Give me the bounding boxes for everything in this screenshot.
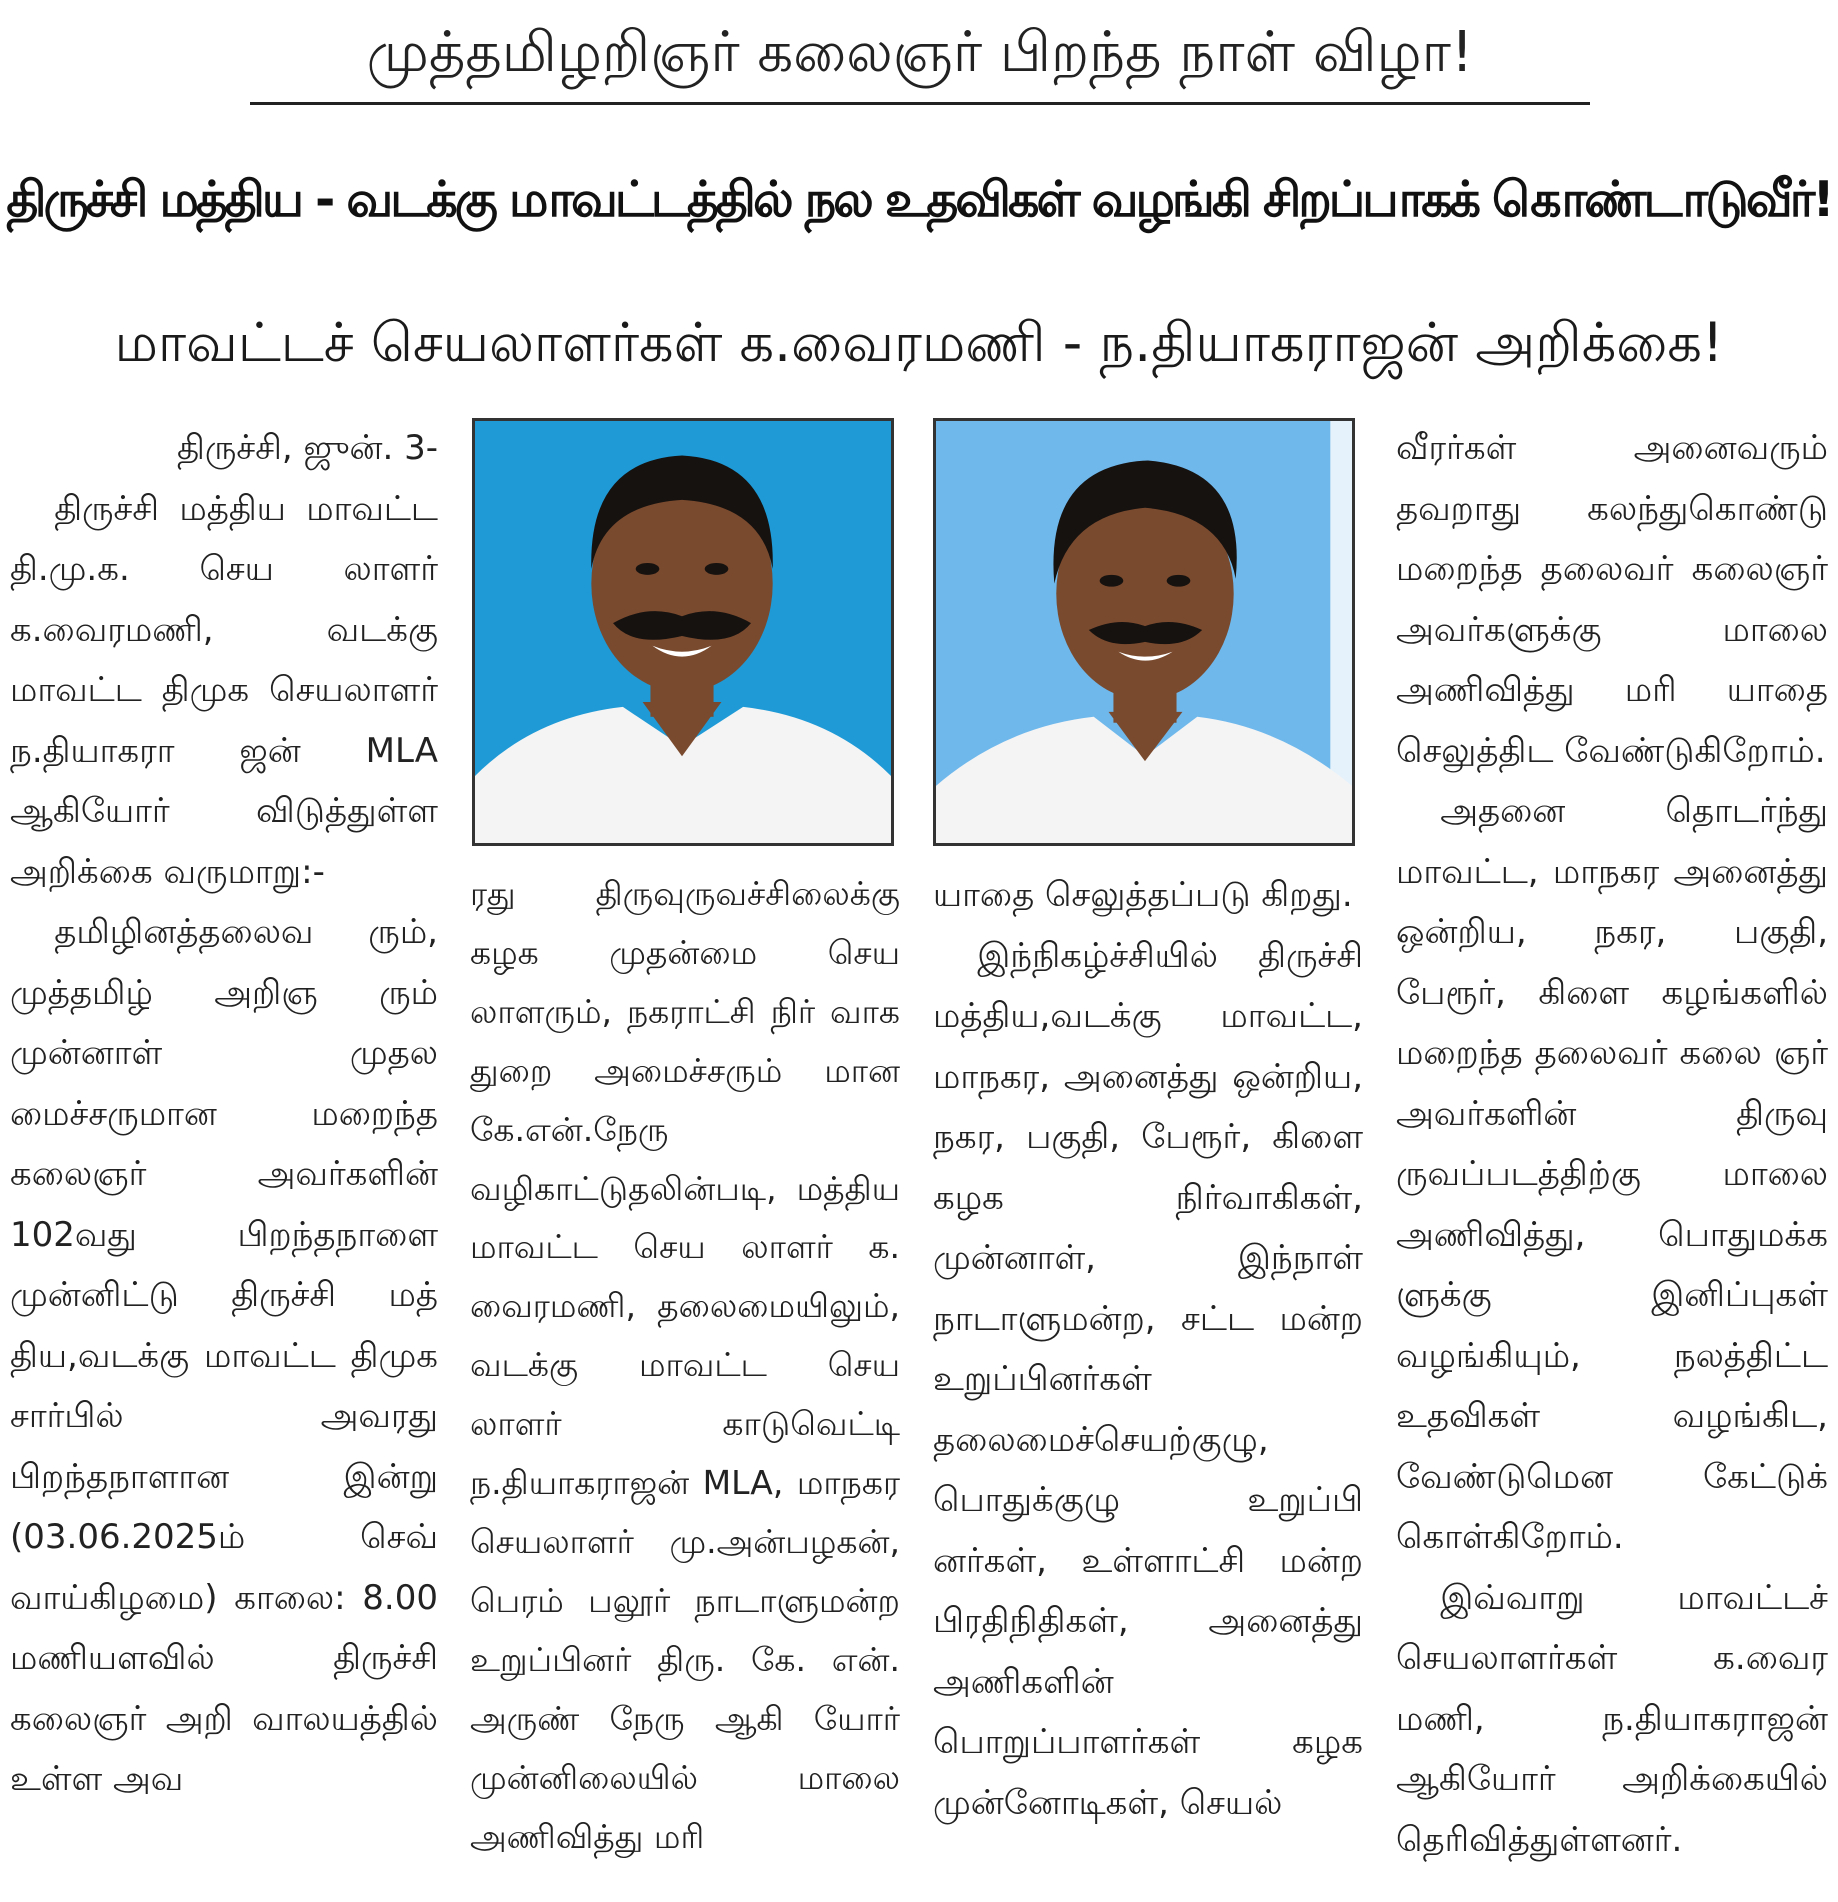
paragraph: அதனை தொடர்ந்து மாவட்ட, மாநகர அனைத்து ஒன்றிய, நகர, பகுதி, பேரூர், கிளை கழங்களில் மறைந்த தலைவர் கலை ஞர் அவர்களின் திருவு ருவப்படத்திற்கு மாலை அணிவித்து, பொதுமக்க ளுக்கு இனிப்புகள் வழங்கியும், நலத்திட்ட உதவிகள் வழங்கிட, வேண்டுமென கேட்டுக் கொள்கிறோம். [1396,791,1828,1557]
dateline: திருச்சி, ஜுன். 3- [177,428,438,468]
main-headline: திருச்சி மத்திய - வடக்கு மாவட்டத்தில் நல உதவிகள் வழங்கி சிறப்பாகக் கொண்டாடுவீர்! [6,171,1832,228]
paragraph: இவ்வாறு மாவட்டச் செயலாளர்கள் க.வைர மணி, ந.தியாகராஜன் ஆகியோர் அறிக்கையில் தெரிவித்துள்ளனர். [1396,1577,1828,1860]
article-column-1 [10,418,438,1810]
portrait-photo-thiyagarajan [933,418,1355,846]
paragraph: இந்நிகழ்ச்சியில் திருச்சி மத்திய,வடக்கு மாவட்ட, மாநகர, அனைத்து ஒன்றிய, நகர, பகுதி, பேரூர், கிளை கழக நிர்வாகிகள், முன்னாள், இந்நாள் நாடாளுமன்ற, சட்ட மன்ற உறுப்பினர்கள் தலைமைச்செயற்குழு, பொதுக்குழு உறுப்பி னர்கள், உள்ளாட்சி மன்ற பிரதிநிதிகள், அனைத்து அணிகளின் பொறுப்பாளர்கள் கழக முன்னோடிகள், செயல் [933,935,1363,1823]
sub-headline: மாவட்டச் செயலாளர்கள் க.வைரமணி - ந.தியாகராஜன் அறிக்கை! [114,311,1724,374]
article-column-4 [1396,418,1828,1870]
article-column-2 [470,865,900,1866]
paragraph: வீரர்கள் அனைவரும் தவறாது கலந்துகொண்டு மறைந்த தலைவர் கலைஞர் அவர்களுக்கு மாலை அணிவித்து மரி யாதை செலுத்திட வேண்டுகிறோம். [1396,428,1828,771]
paragraph: தமிழினத்தலைவ ரும், முத்தமிழ் அறிஞ ரும் முன்னாள் முதல மைச்சருமான மறைந்த கலைஞர் அவர்களின் 102வது பிறந்தநாளை முன்னிட்டு திருச்சி மத் திய,வடக்கு மாவட்ட திமுக சார்பில் அவரது பிறந்தநாளான இன்று (03.06.2025ம் செவ் வாய்கிழமை) காலை: 8.00 மணியளவில் திருச்சி கலைஞர் அறி வாலயத்தில் உள்ள அவ [10,912,438,1799]
paragraph: யாதை செலுத்தப்படு கிறது. [933,875,1353,915]
kicker-headline: முத்தமிழறிஞர் கலைஞர் பிறந்த நாள் விழா! [250,10,1590,105]
paragraph: திருச்சி மத்திய மாவட்ட தி.மு.க. செய லாளர் க.வைரமணி, வடக்கு மாவட்ட திமுக செயலாளர் ந.தியாகரா ஜன் MLA ஆகியோர் விடுத்துள்ள அறிக்கை வருமாறு:- [10,488,438,892]
article-column-3 [933,865,1363,1833]
portrait-photo-vairamani [472,418,894,846]
paragraph: ரது திருவுருவச்சிலைக்கு கழக முதன்மை செய லாளரும், நகராட்சி நிர் வாக துறை அமைச்சரும் மான கே.என்.நேரு வழிகாட்டுதலின்படி, மத்திய மாவட்ட செய லாளர் க. வைரமணி, தலைமையிலும், வடக்கு மாவட்ட செய லாளர் காடுவெட்டி ந.தியாகராஜன் MLA, மாநகர செயலாளர் மு.அன்பழகன், பெரம் பலூர் நாடாளுமன்ற உறுப்பினர் திரு. கே. என். அருண் நேரு ஆகி யோர் முன்னிலையில் மாலை அணிவித்து மரி [470,874,900,1856]
